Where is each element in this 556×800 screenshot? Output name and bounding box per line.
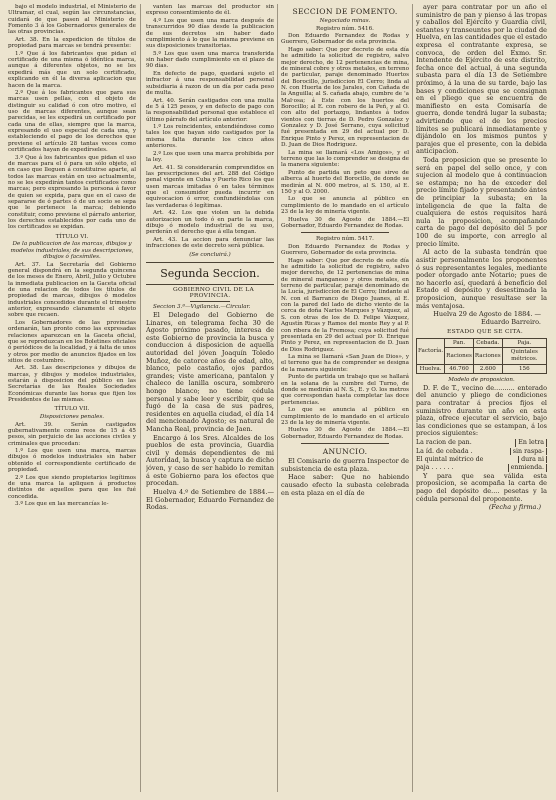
paragraph: vanten las marcas del productor sin expreso consentimiento de él.	[146, 4, 274, 17]
paragraph: D. F. de T., vecino de.......... enterado del anuncio y pliego de condiciones para contratar á precios fijos el suministro durante un año en esta plaza, ofrece ejecutar el servicio, bajo las condiciones que se estampan, á los precios siguientes:	[416, 383, 547, 438]
paragraph: Encargo á los Sres. Alcaldes de los pueblos de esta provincia, Guardia civil y demás dependientes de mi Autoridad, la busca y captura de dicho jóven, y caso de ser habido lo remitan á este Gobierno para los efectos que procedan.	[146, 433, 274, 488]
section-heading: SECCION DE FOMENTO.	[292, 7, 398, 16]
registry-number: Registro núm. 5416.	[316, 25, 374, 32]
registry-number: Registro núm. 5417.	[316, 236, 374, 243]
paragraph: Al acto de la subasta tendrán que asistir personalmente los proponentes ó sus representantes legales, mediante poder otorgado ante Notario; pues de no hacerlo así, quedará á beneficio del Estado el depósito y desestimada la proposicion, aunque resultase ser la más ventajosa.	[416, 248, 547, 310]
paragraph: Art. 38. En la expedicion de títulos de propiedad para marcas se tendrá presente:	[8, 36, 136, 50]
paragraph: 2.º Los que siendo propietarios legítimos de una marca la apliquen á productos distintos de aquellos para que les fué concedida.	[8, 474, 136, 500]
section-subheading: Disposiciones penales.	[39, 414, 105, 420]
paragraph: 1.º Que á los fabricantes que pidan el certificado de una misma ó idéntica marca, aunque á diferentes objetos, no se les expedirá más que un solo certificado, explicando en él la diversa aplicacion que hacen de la marca.	[8, 50, 136, 89]
column-1	[8, 4, 136, 792]
price-line-note: dura ni	[518, 456, 547, 463]
price-line-label: La racion de pan.	[416, 439, 472, 447]
price-line-label: La íd. de cebada .	[416, 447, 473, 455]
paragraph: En defecto de pago, quedará sujeto el infractor á una responsabilidad personal subsidiaria á razon de un día por cada peso de multa.	[146, 71, 274, 97]
paragraph: Punto de partida un peto que sirve de alberca al huerto del Borocillo, de donde se medirán al N. 600 metros, al S. 150, al E. 150 y al O. 2000.	[281, 169, 409, 195]
paragraph: Punto de partida un trabajo que se hallará en la solana de la cumbre del Turno, de donde se medirán al N. S., E. y O. los metros que correspondan hasta completar las doce pertenencias.	[281, 374, 409, 406]
divider	[301, 232, 389, 233]
paragraph: ayer para contratar por un año el suministro de pan y pienso á las tropas y caballos del Ejército y Guardia civil, estantes y transeuntes por la ciudad de Huelva, en las cantidades que el estado expresa el contratante expresa, se convoca, de orden del Exmo. Sr. Intendente de Ejército de este distrito, fecha once del actual, á una segunda subasta para el día 13 de Setiembre próximo, á la una de su tarde, bajo las bases y condiciones que se consignan en el pliego que se encuentra de manifiesto en esta Comisaría de guerra, donde tendrá lugar la subasta; advirtiendo que el de los precios límites se publicará inmediatamente y dijándolo en los mismos puntos y parajes que el presente, con la debida anticipacion.	[416, 4, 547, 156]
section-title: Segunda Seccion.	[160, 266, 260, 280]
table-row	[417, 364, 547, 374]
paragraph: 5.º Los que usen una marca transferida sin haber dado cumplimiento en el plazo de 90 días.	[146, 50, 274, 70]
section-heading: TÍTULO VI.	[55, 233, 89, 240]
paragraph: El Comisario de guerra Inspector de subsistencia de esta plaza.	[281, 457, 409, 473]
price-line-label: El quintal métrico de	[416, 455, 484, 463]
column-2	[146, 4, 274, 792]
paragraph: Lo que se anuncia al público en cumplimiento de lo mandado en el artículo 23 de la ley de minería vigente.	[281, 196, 409, 216]
table-cell-paja: 156	[502, 364, 546, 374]
paragraph: Art. 43. La accion para denunciar las infracciones de este decreto será pública.	[146, 236, 274, 250]
paragraph: 2.º Los que usen una marca prohibida por la ley.	[146, 150, 274, 164]
price-lines	[416, 439, 547, 472]
table-cell-factoria: Huelva.	[417, 364, 445, 374]
price-line-label: paja . . . . . .	[416, 464, 454, 472]
table-header-cebada: Cebada.	[473, 338, 502, 348]
paragraph: Hago saber: Que por decreto de este día he admitido la solicitud de registro, salvo mejor derecho, de 12 pertenencias de mina de mineral manganeso y otros metales, en terreno de particular, paraje denominado de la Lucía, jurisdiccion de El Cerro; lindante al N. con el Barranco de Diego Juanes, al E. con la pared del lado de dicho viento de la cerca de doña Nariss Marques y Vázquez, al S. con otras de los de D. Felipe Vázquez, Agustín Ricas y Ramos del monte Rey y al P. con ribera de la Fremosa; cuya solicitud fué presentada en 29 del actual por D. Enrique Pinto y Perez, en representacion de D. Juan de Dios Rodriguez.	[281, 257, 409, 353]
table-subheader-quintales: Quintales métricos.	[502, 348, 546, 364]
paragraph: 1.º Los reincidentes, entendiéndose como tales los que hayan sido castigados por la misma falta durante los cinco años anteriores.	[146, 124, 274, 150]
signature-line: Huelva 29 de Agosto de 1884. —Eduardo Barreiro.	[433, 310, 541, 326]
table-subheader-raciones: Raciones	[473, 348, 502, 364]
divider	[146, 262, 274, 263]
paragraph: Hago saber: Que por decreto de esta día he admitido la solicitud de registro, salvo mejor derecho, de 12 pertenencias de mina, de mineral cobre y otros metales, en terreno de particular, paraje denominado Huertos del Borocillo, jurisdiccion El Cerro; linda al N. con Huerta de los Jarales, con Cañada de la Anguilla; al S. cañada abajo, cumbre de 'a Mal·osa; á Este con los huertos del Borocillo; al E. con robero de la Peñ, y al O. con alto del portazgo, lindantes á todos vientos con tierras de D. Pedro Gonzalez y Gonzalez y D. José Serrano, cuya solicitud fué presentada en 29 del actual por D. Enrique Pinto y Perez, en representacion de D. Juan de Dios Rodriguez.	[281, 46, 409, 149]
price-line-note: enmienda.	[508, 464, 547, 471]
paragraph: 3.º Que á los fabricantes que pidan el uso de marcas para el ó para un sólo objeto, el en caso que lleguen á constituirse aparte, al todos las marcas están en uso actualmente, no se les expedirán tantos certificados como marcas; pero expresando la persona á favor de quien se expida, para que en el caso de separarse de ó partes ó de un socio se sepa que le pertenece la marca; debiendo constituir, como previene el párrafo anterior, los derechos establecidos por cada uno de los certificados se expidan.	[8, 154, 136, 231]
table-cell-pan: 46.760	[445, 364, 474, 374]
continuation-note: (Se concluirá.)	[189, 252, 231, 259]
section-line: Seccion 3.ª—Vigilancia.—Circular.	[153, 304, 251, 311]
paragraph: La mina se llamará «Los Amigos», y el terreno que las lo comprender se designa de la manera siguiente:	[281, 149, 409, 169]
supply-table	[416, 338, 547, 374]
divider	[301, 443, 389, 444]
paragraph: Toda proposicion que se presente lo será en papel del sello once, y con sujecion al modelo que á continuacion se estampa; no ha de exceder del precio límite fijado y presentando ántes de principiar la subasta; en la inteligencia de que la falta de cualquiera de estos requisitos hará nula la proposicion, acompañando carta de pago del depósito del 5 por 100 de su importe, con arreglo al precio límite.	[416, 156, 547, 248]
paragraph: Art. 38. Las descripciones y dibujos de marcas, y dibujos y modelos industriales, estarán á disposicion del público en las Secretarías de las Reales Sociedades Económicas durante las horas que fijen los Presidentes de las mismas.	[8, 365, 136, 404]
section-subheading: De la publicacion de las marcas, dibujos y modelos industriales; de sus descripciones, dibujos ó facsímiles.	[10, 241, 134, 260]
paragraph: bajo el modelo industrial, el Ministerio de Ultramar, el cual, según las circunstancias, cuidará de que pasen al Ministerio de Fomento 3 á los Gobernadores generales de las otras provincias.	[8, 4, 136, 36]
paragraph: 3.º Los que en las mercancías le-	[15, 501, 109, 508]
signature-line: Huelva 4.º de Setiembre de 1884.—El Gobernador, Eduardo Fernandez de Rodas.	[146, 488, 274, 512]
department-heading: GOBIERNO CIVIL DE LA PROVINCIA.	[172, 286, 255, 300]
price-line-note: sin raspa-	[510, 448, 547, 455]
column-3	[281, 4, 409, 792]
paragraph: El Delegado del Gobierno de Linares, en telegrama fecha 30 de Agosto próximo pasado, interesa de este Gobierno de provincia la busca y conduccion á disposicion de aquella autoridad del jóven Joaquín Toledo Muñoz, de catorce años de edad, alto, blanco, pelo castaño, ojos pardos grandes; viste americana, pantalon y chaleco de lanilla oscura, sombrero hongo blanco; no tiene cédula personal y sabe leer y escribir, que se fugó de la casa de sus padres, residentes en aquella ciudad, el día 14 del mencionado Agosto; es natural de Mancha Real, provincia de Jaen.	[146, 310, 274, 433]
paragraph: Los Gobernadores de las provincias ordenarán, tan pronto como las expresadas relaciones aparezcan en la Gaceta oficial, que se reproduzcan en los Boletines oficiales ó periódicos de la localidad, y á falta de unos y otros por medio de anuncios fijados en los sitios de costumbre.	[8, 319, 136, 364]
paragraph: 4.º Los que usen una marca después de transcurridos 90 días desde la publicacion de sus decretos sin haber dado cumplimiento á lo que la misma previene en sus disposiciones transitorias.	[146, 17, 274, 50]
column-rule	[412, 4, 413, 792]
paragraph: Art. 40. Serán castigados con una multa de 5 á 125 pesos, y en defecto de pago con la responsabilidad personal que establece el último párrafo del artículo anterior:	[146, 97, 274, 123]
column-4	[416, 4, 547, 792]
signature-line: Huelva 30 de Agosto de 1884.—El Gobernador, Eduardo Fernandez de Rodas.	[281, 427, 409, 440]
column-rule	[140, 4, 141, 792]
table-caption: ESTADO QUE SE CITA.	[446, 328, 524, 335]
divider	[146, 284, 274, 285]
table-header-factoria: Factoría.	[417, 338, 445, 364]
paragraph: Art. 41. Si considerarán comprendidos en las prescripciones del art. 288 del Código penal vigente en Cuba y Puerto Rico los que usen marcas imitadas ó en tales términos que el consumidor pueda incurrir en equivocacion ó error, confundiéndolas con las verdaderas ó legítimas.	[146, 164, 274, 209]
paragraph: Hace saber: Que no habiendo causado efecto la subasta celebrada en esta plaza en el día de	[281, 473, 409, 497]
paragraph: Don Eduardo Fernandez de Rodas y Guerrero, Gobernador de esta provincia.	[281, 243, 409, 257]
paragraph: 2.º Que á los fabricantes que para sus marcas usen pellas, con el objeto de distinguir su calidad ó con otro motivo, el uso de marcas diferentes, aunque sean parecidas, se les expedirá un certificado por cada una de ellas, siempre que la marca, expresando el uso especial de cada una, y estableciendo el pago de los derechos que previene el artículo 28 tantas veces como certificados hayan de expedírseles.	[8, 90, 136, 154]
table-subheader-raciones: Raciones	[445, 348, 474, 364]
paragraph: Don Eduardo Fernandez de Rodas y Guerrero, Gobernador de esta provincia.	[281, 33, 409, 46]
section-heading: TÍTULO VII.	[54, 406, 90, 413]
table-header-pan: Pan.	[445, 338, 474, 348]
paragraph: 1.º Los que usen una marca, marcas dibujos ó modelos industriales sin haber obtenido el correspondiente certificado de propiedad.	[8, 448, 136, 474]
price-line-note: En letra	[515, 439, 547, 446]
paragraph: Y para que sea válida esta proposicion, se acompaña la carta de pago del depósito de.... pesetas y la cédula personal del proponente.	[416, 471, 547, 503]
divider	[190, 301, 230, 302]
column-rule	[277, 4, 278, 792]
paragraph: La mina se llamará «San Juan de Dios», y el terreno que ha de comprender se designa de la manera siguiente:	[281, 354, 409, 373]
paragraph: Lo que se anuncia al público en cumplimiento de lo mandado en el artículo 23 de la ley de minería vigente.	[281, 407, 409, 426]
table-header-paja: Paja.	[502, 338, 546, 348]
paragraph: Art. 39. Serán castigados gubernativamente como reos de 15 á 45 pesos, sin perjuicio de las acciones civiles y criminales que procedan:	[8, 421, 136, 447]
notice-heading: ANUNCIO.	[322, 447, 368, 457]
table-cell-cebada: 2.600	[473, 364, 502, 374]
section-subheading: Negociado minas.	[319, 18, 371, 24]
signature-placeholder: (Fecha y firma.)	[488, 503, 541, 512]
model-title: Modelo de proposicion.	[448, 377, 515, 384]
paragraph: Art. 37. La Secretaría del Gobierno general dispondrá en la segunda quincena de los meses de Enero, Abril, Julio y Octubre la inmediata publicacion en la Gaceta oficial de una relacion de todos los títulos de propiedad de marcas, dibujos ó modelos industriales concedidos durante el trimestre anterior, expresando claramente el objeto sobre que recaen.	[8, 261, 136, 319]
paragraph: Art. 42. Los que violen un la debida autorizacion un todo ó en parte la marca, dibujo ó modelo industrial de su uso, perderán el derecho que á ella tengan.	[146, 210, 274, 236]
signature-line: Huelva 30 de Agosto de 1884.—El Gobernador, Eduardo Fernandez de Rodas.	[281, 216, 409, 229]
